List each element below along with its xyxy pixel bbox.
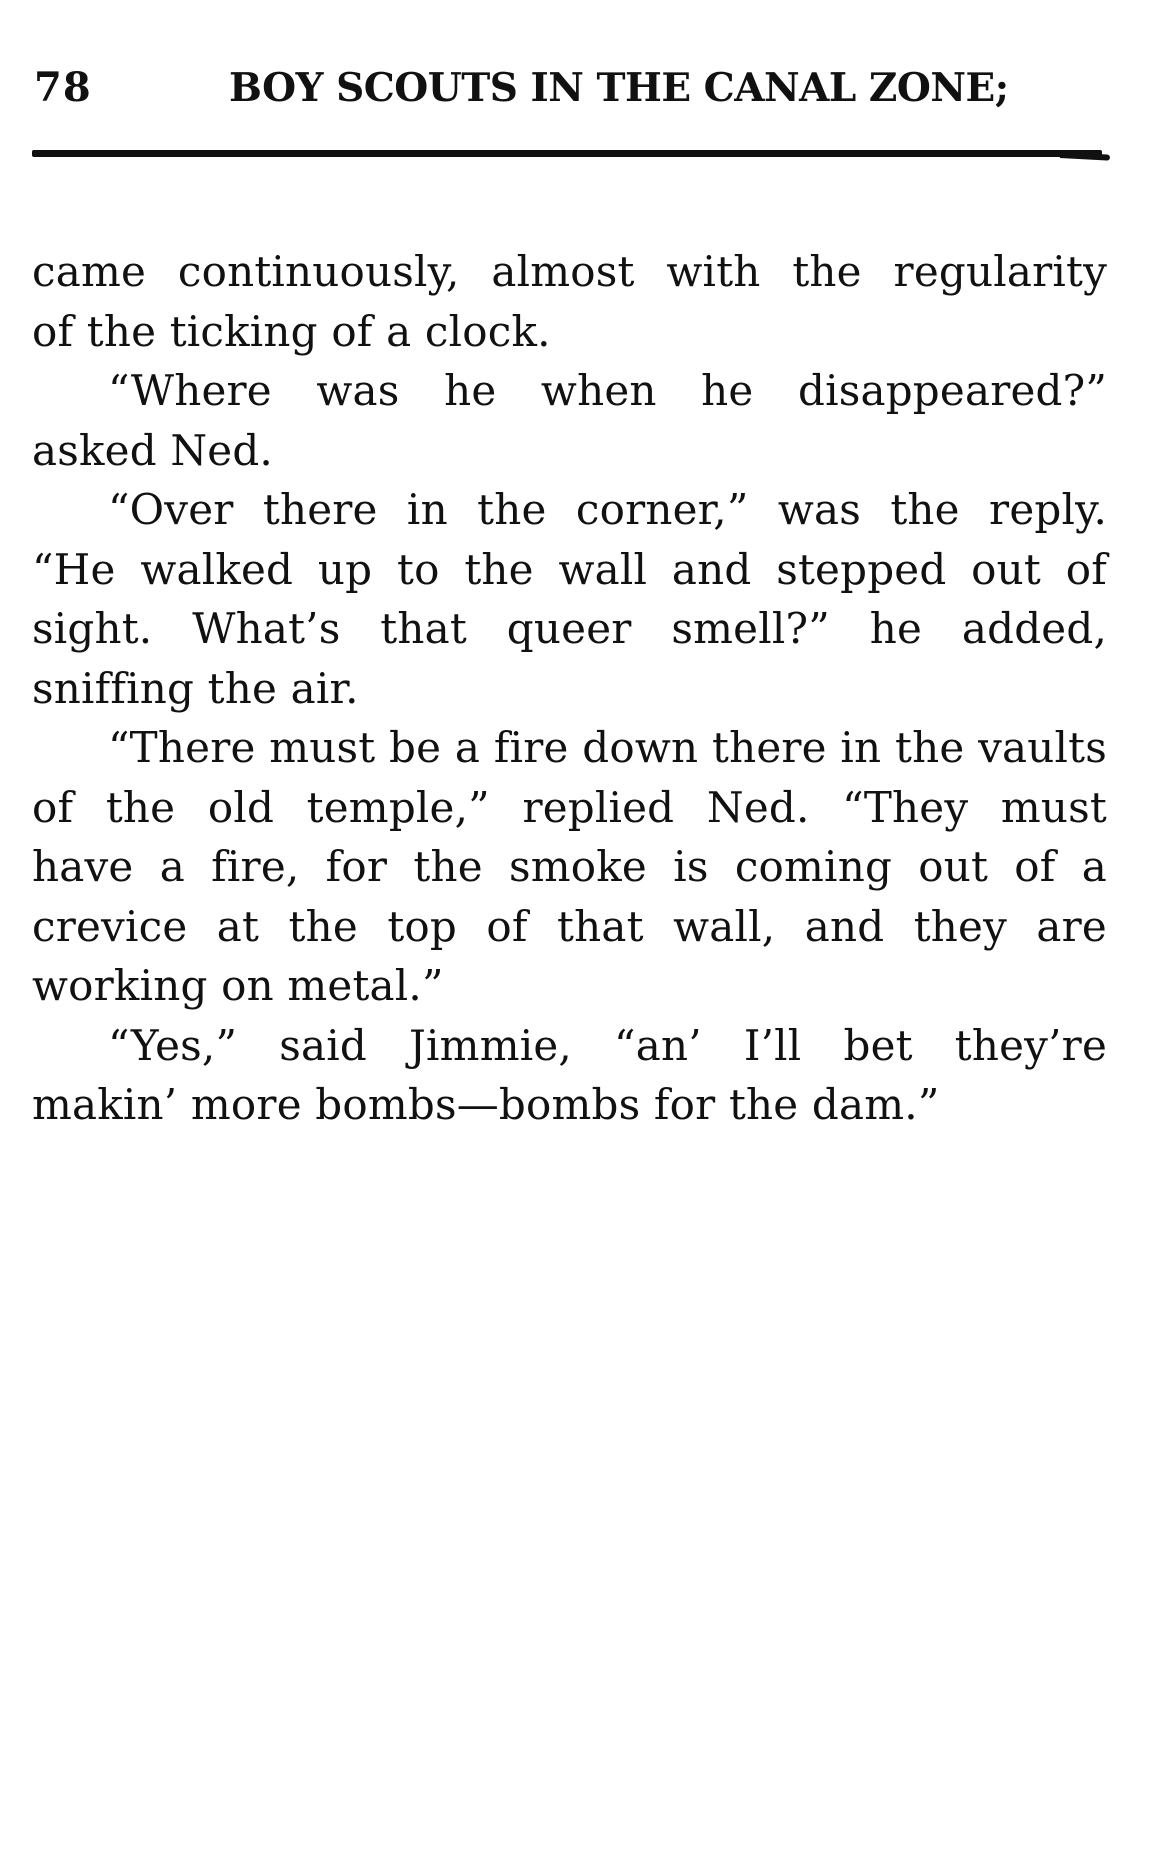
text-line <box>32 659 1107 719</box>
text-line <box>32 897 1107 957</box>
text-line <box>32 837 1107 897</box>
header-rule <box>32 150 1102 157</box>
text-line-content: working on metal.” <box>32 961 444 1010</box>
text-line <box>32 718 1107 778</box>
text-line-content: have a fire, for the smoke is coming out of a <box>32 842 1107 891</box>
text-line <box>32 778 1107 838</box>
text-line <box>32 540 1107 600</box>
text-line-content: of the old temple,” replied Ned. “They must <box>32 782 1107 832</box>
text-line <box>32 480 1107 540</box>
text-line <box>32 956 1107 1016</box>
text-line-content: “Where was he when he disappeared?” <box>108 366 1107 415</box>
text-line <box>32 421 1107 481</box>
text-line <box>32 1016 1107 1076</box>
text-line <box>32 302 1107 362</box>
text-line-content: asked Ned. <box>32 425 273 475</box>
text-line-content: “There must be a fire down there in the vaults <box>108 723 1107 772</box>
text-line-content: came continuously, almost with the regularity <box>32 247 1107 296</box>
text-line-content: “Over there in the corner,” was the reply. <box>108 485 1107 534</box>
running-title: BOY SCOUTS IN THE CANAL ZONE; <box>229 65 1009 111</box>
text-line-content: of the ticking of a clock. <box>32 306 551 356</box>
page-number: 78 <box>34 64 92 111</box>
text-line-content: crevice at the top of that wall, and they are <box>32 901 1107 951</box>
text-line-content: “He walked up to the wall and stepped out of <box>32 544 1107 594</box>
body-text <box>32 242 1107 1135</box>
text-line <box>32 599 1107 659</box>
text-line <box>32 242 1107 302</box>
header-rule-tail <box>1060 152 1110 161</box>
text-line-content: sniffing the air. <box>32 663 359 713</box>
text-line-content: “Yes,” said Jimmie, “an’ I’ll bet they’re <box>108 1020 1107 1070</box>
text-line <box>32 361 1107 421</box>
text-line-content: sight. What’s that queer smell?” he added, <box>32 604 1107 653</box>
text-line <box>32 1075 1107 1135</box>
running-head <box>34 60 1110 120</box>
text-line-content: makin’ more bombs—bombs for the dam.” <box>32 1080 940 1129</box>
